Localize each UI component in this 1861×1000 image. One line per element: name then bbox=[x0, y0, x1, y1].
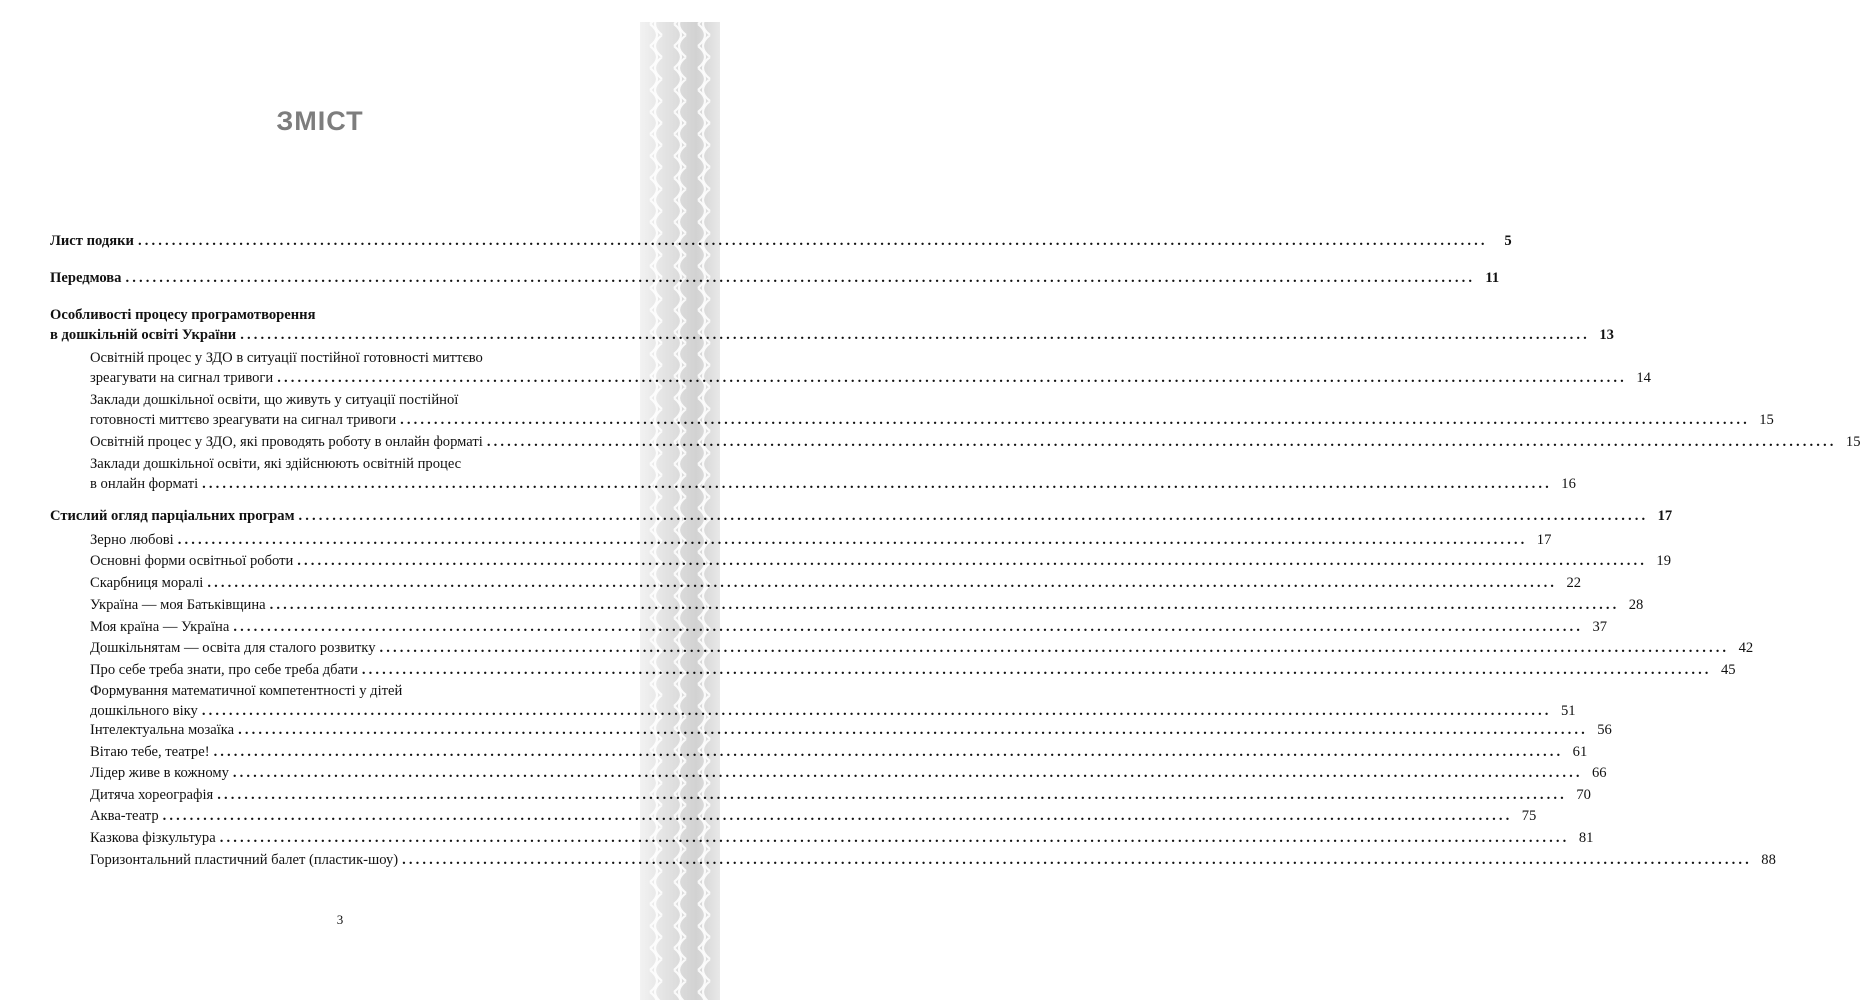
toc-page-number: 75 bbox=[1521, 808, 1537, 824]
toc-entry bbox=[50, 305, 1614, 345]
toc-entry-title: Основні форми освітньої роботи bbox=[90, 553, 294, 569]
toc-entry bbox=[50, 268, 1500, 288]
dot-leader: ........................................................................................................................................................................................................ bbox=[277, 370, 1627, 386]
toc-entry-title: Моя країна — Україна bbox=[90, 619, 230, 635]
dot-leader: ........................................................................................................................................................................................................ bbox=[402, 852, 1752, 868]
toc-entry-title: Дошкільнятам — освіта для сталого розвитку bbox=[90, 640, 376, 656]
toc-page-number: 17 bbox=[1657, 508, 1673, 524]
toc-entry bbox=[90, 742, 1588, 762]
toc-page-number: 11 bbox=[1485, 270, 1500, 286]
toc-page-number: 37 bbox=[1592, 619, 1608, 635]
dot-leader: ........................................................................................................................................................................................................ bbox=[137, 233, 1488, 249]
toc-entry-title: Лідер живе в кожному bbox=[90, 765, 229, 781]
toc-entry bbox=[90, 454, 1576, 494]
dot-leader: ........................................................................................................................................................................................................ bbox=[298, 508, 1649, 524]
page-title: ЗМІСТ bbox=[276, 106, 364, 136]
toc-page-number: 28 bbox=[1628, 597, 1644, 613]
toc-entry-title: в дошкільній освіті України bbox=[50, 327, 237, 343]
toc-page-number: 13 bbox=[1599, 327, 1614, 343]
toc-entry bbox=[90, 806, 1537, 826]
toc-entry-title: Україна — моя Батьківщина bbox=[90, 597, 266, 613]
page-number: 3 bbox=[336, 912, 344, 927]
toc-page-number: 5 bbox=[1504, 233, 1512, 249]
toc-entry bbox=[50, 506, 1673, 526]
dot-leader: ........................................................................................................................................................................................................ bbox=[162, 808, 1513, 824]
dot-leader: ........................................................................................................................................................................................................ bbox=[125, 270, 1476, 286]
toc-entry bbox=[90, 432, 1861, 452]
toc-entry bbox=[90, 763, 1607, 783]
toc-entry bbox=[90, 660, 1736, 680]
toc-entry bbox=[90, 681, 1576, 721]
toc-page-number: 15 bbox=[1845, 434, 1861, 450]
toc-entry-title: Вітаю тебе, театре! bbox=[90, 744, 210, 760]
toc-entry-title: Лист подяки bbox=[50, 233, 134, 249]
dot-leader: ........................................................................................................................................................................................................ bbox=[177, 532, 1528, 548]
toc-entry-title: Передмова bbox=[50, 270, 122, 286]
toc-entry-title: Освітній процес у ЗДО в ситуації постійної готовності миттєво bbox=[90, 350, 483, 366]
dot-leader: ........................................................................................................................................................................................................ bbox=[269, 597, 1620, 613]
dot-leader: ........................................................................................................................................................................................................ bbox=[297, 553, 1647, 569]
toc-entry-title: Особливості процесу програмотворення bbox=[50, 307, 316, 323]
toc-entry-title: Аква-театр bbox=[90, 808, 159, 824]
toc-entry bbox=[90, 828, 1594, 848]
toc-page-number: 17 bbox=[1536, 532, 1552, 548]
toc-entry bbox=[90, 617, 1608, 637]
toc-entry-title: Скарбниця моралі bbox=[90, 575, 204, 591]
dot-leader: ........................................................................................................................................................................................................ bbox=[379, 640, 1730, 656]
toc-entry bbox=[90, 785, 1591, 805]
toc-entry bbox=[90, 573, 1582, 593]
toc-page-number: 15 bbox=[1759, 412, 1774, 428]
toc-entry-title: Освітній процес у ЗДО, які проводять роботу в онлайн форматі bbox=[90, 434, 483, 450]
toc-entry-title: в онлайн форматі bbox=[90, 476, 199, 492]
toc-page-number: 51 bbox=[1560, 703, 1576, 719]
toc-entry-title: Інтелектуальна мозаїка bbox=[90, 722, 235, 738]
toc-entry bbox=[90, 390, 1774, 430]
toc-entry-title: Формування математичної компетентності у дітей bbox=[90, 683, 403, 699]
toc-entry-title: Про себе треба знати, про себе треба дбати bbox=[90, 662, 358, 678]
dot-leader: ........................................................................................................................................................................................................ bbox=[213, 744, 1564, 760]
toc-page-number: 70 bbox=[1576, 787, 1591, 803]
dot-leader: ........................................................................................................................................................................................................ bbox=[217, 787, 1567, 803]
toc-page-number: 22 bbox=[1566, 575, 1582, 591]
toc-entry-title: Заклади дошкільної освіти, що живуть у ситуації постійної bbox=[90, 392, 459, 408]
dot-leader: ........................................................................................................................................................................................................ bbox=[201, 703, 1552, 719]
toc-entry-title: дошкільного віку bbox=[90, 703, 198, 719]
dot-leader: ........................................................................................................................................................................................................ bbox=[207, 575, 1558, 591]
toc-entry-title: Казкова фізкультура bbox=[90, 830, 216, 846]
toc-entry bbox=[90, 530, 1552, 550]
dot-leader: ........................................................................................................................................................................................................ bbox=[240, 327, 1590, 343]
toc-page-number: 61 bbox=[1572, 744, 1588, 760]
toc-entry bbox=[90, 551, 1671, 571]
toc-page-number: 81 bbox=[1578, 830, 1594, 846]
toc-page-number: 14 bbox=[1636, 370, 1651, 386]
toc-page-number: 16 bbox=[1561, 476, 1576, 492]
dot-leader: ........................................................................................................................................................................................................ bbox=[202, 476, 1552, 492]
dot-leader: ........................................................................................................................................................................................................ bbox=[400, 412, 1750, 428]
dot-leader: ........................................................................................................................................................................................................ bbox=[361, 662, 1712, 678]
toc-page-number: 66 bbox=[1591, 765, 1607, 781]
toc-entry-title: зреагувати на сигнал тривоги bbox=[90, 370, 274, 386]
dot-leader: ........................................................................................................................................................................................................ bbox=[233, 619, 1584, 635]
toc-entry-title: Горизонтальний пластичний балет (пластик-шоу) bbox=[90, 852, 399, 868]
toc-entry bbox=[90, 638, 1754, 658]
toc-entry bbox=[90, 348, 1651, 388]
toc-page-number: 88 bbox=[1761, 852, 1776, 868]
toc-entry bbox=[90, 595, 1644, 615]
toc-page-number: 56 bbox=[1597, 722, 1612, 738]
toc-entry-title: Зерно любові bbox=[90, 532, 174, 548]
toc-page-number: 45 bbox=[1720, 662, 1736, 678]
toc-entry bbox=[50, 231, 1512, 251]
dot-leader: ........................................................................................................................................................................................................ bbox=[238, 722, 1588, 738]
toc-entry-title: Заклади дошкільної освіти, які здійснюють освітній процес bbox=[90, 456, 462, 472]
toc-entry-title: Стислий огляд парціальних програм bbox=[50, 508, 295, 524]
dot-leader: ........................................................................................................................................................................................................ bbox=[232, 765, 1583, 781]
toc-page-number: 19 bbox=[1656, 553, 1671, 569]
dot-leader: ........................................................................................................................................................................................................ bbox=[219, 830, 1570, 846]
toc-entry bbox=[90, 720, 1612, 740]
toc-entry-title: Дитяча хореографія bbox=[90, 787, 214, 803]
toc-entry bbox=[90, 850, 1776, 870]
toc-entry-title: готовності миттєво зреагувати на сигнал тривоги bbox=[90, 412, 397, 428]
toc-page-number: 42 bbox=[1738, 640, 1754, 656]
dot-leader: ........................................................................................................................................................................................................ bbox=[486, 434, 1837, 450]
